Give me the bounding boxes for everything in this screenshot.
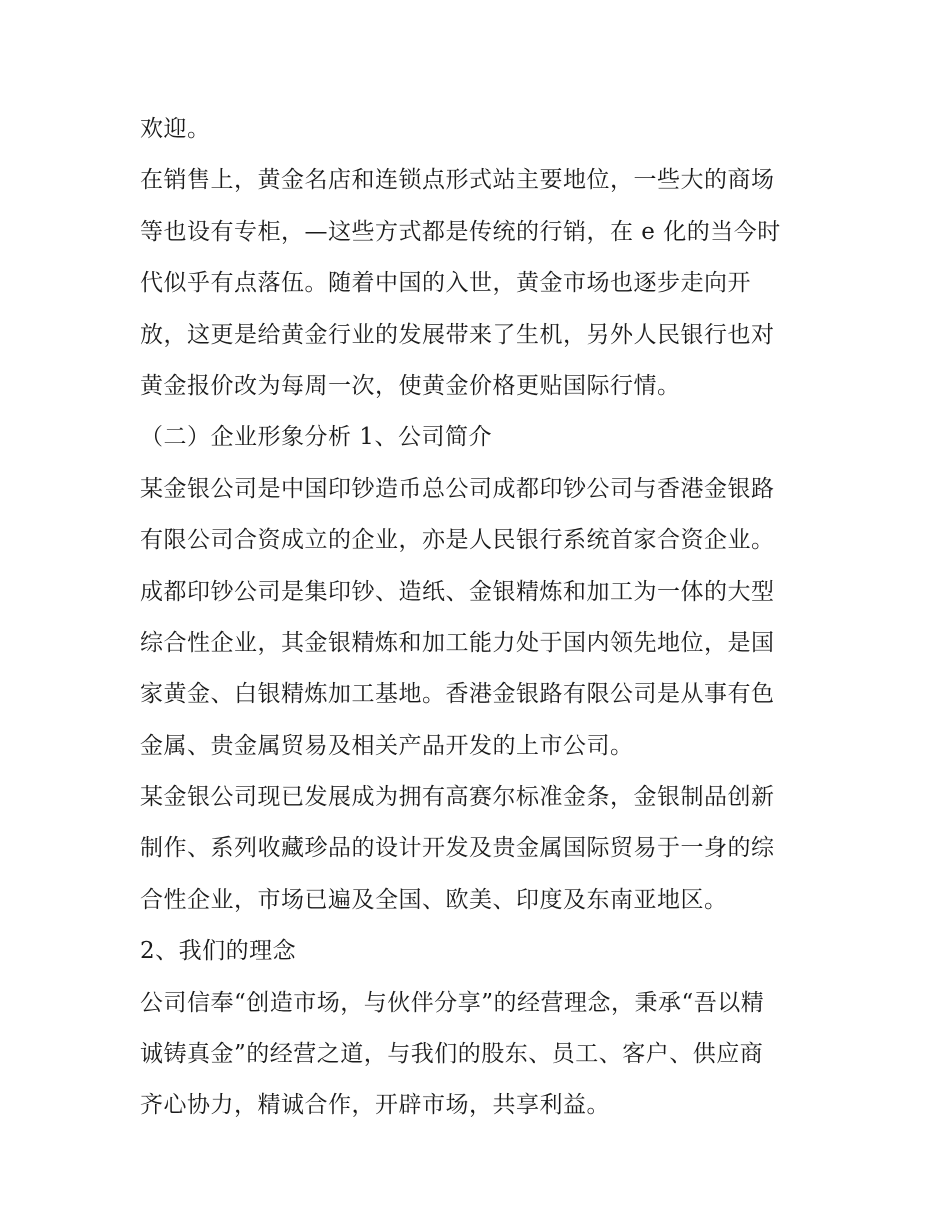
text-line: 放，这更是给黄金行业的发展带来了生机，另外人民银行也对 — [140, 321, 775, 348]
text-line: 金属、贵金属贸易及相关产品开发的上市公司。 — [140, 732, 634, 759]
text-line: 等也设有专柜，—这些方式都是传统的行销，在 e 化的当今时 — [140, 218, 781, 245]
text-line: 综合性企业，其金银精炼和加工能力处于国内领先地位，是国 — [140, 629, 775, 656]
section-heading-company-intro: （二）企业形象分析 1、公司简介 — [140, 424, 492, 451]
paragraph-company-profile — [140, 464, 815, 772]
text-line: 代似乎有点落伍。随着中国的入世，黄金市场也逐步走向开 — [140, 270, 751, 297]
paragraph-company-development — [140, 772, 815, 926]
text-line: 在销售上，黄金名店和连锁点形式站主要地位，一些大的商场 — [140, 167, 775, 194]
text-line: 公司信奉“创造市场，与伙伴分享”的经营理念，秉承“吾以精 — [140, 989, 765, 1016]
text-line: 合性企业，市场已遍及全国、欧美、印度及东南亚地区。 — [140, 886, 728, 913]
section-heading-philosophy: 2、我们的理念 — [140, 938, 297, 965]
paragraph-sales — [140, 155, 815, 412]
text-line: 齐心协力，精诚合作，开辟市场，共享利益。 — [140, 1092, 610, 1119]
text-line: 某金银公司现已发展成为拥有高赛尔标准金条，金银制品创新 — [140, 784, 775, 811]
text-line: 诚铸真金”的经营之道，与我们的股东、员工、客户、供应商 — [140, 1041, 764, 1068]
text-line: 黄金报价改为每周一次，使黄金价格更贴国际行情。 — [140, 372, 681, 399]
text-line: 某金银公司是中国印钞造币总公司成都印钞公司与香港金银路 — [140, 475, 775, 502]
text-line: 制作、系列收藏珍品的设计开发及贵金属国际贸易于一身的综 — [140, 835, 775, 862]
text-line: 欢迎。 — [140, 116, 211, 142]
text-line: 有限公司合资成立的企业，亦是人民银行系统首家合资企业。 — [140, 527, 775, 554]
text-line: 成都印钞公司是集印钞、造纸、金银精炼和加工为一体的大型 — [140, 578, 775, 605]
paragraph-philosophy — [140, 978, 815, 1132]
text-line: 家黄金、白银精炼加工基地。香港金银路有限公司是从事有色 — [140, 681, 775, 708]
document-page — [140, 104, 815, 1132]
paragraph-welcome — [140, 104, 815, 155]
